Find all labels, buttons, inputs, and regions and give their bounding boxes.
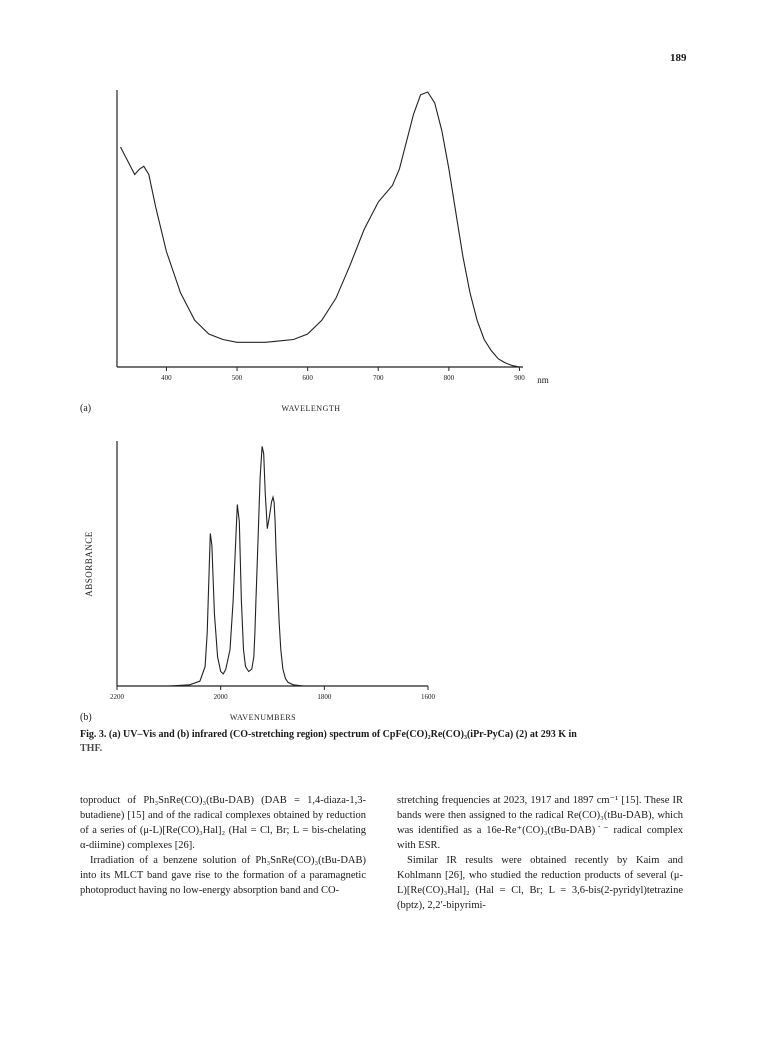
panel-label: (a) — [80, 403, 92, 414]
x-tick-label: 900 — [514, 374, 525, 382]
paragraph: Similar IR results were obtained recently by Kaim and Kohlmann [26], who studied the reduction products of several (μ-L)[Re(CO)₃Hal]₂ (Hal = Cl, Br; L = 3,6-bis(2-pyridyl)tetrazine (bptz), 2,2′-bipyrimi- — [397, 855, 683, 911]
uv-vis-spectrum-chart — [0, 80, 768, 415]
y-axis-label: ABSORBANCE — [84, 531, 94, 597]
paragraph: stretching frequencies at 2023, 1917 and 1897 cm⁻¹ [15]. These IR bands were then assigned to the radical Re(CO)₃(tBu-DAB), which was identified as a 16e-Re⁺(CO)₃(tBu-DAB)˙⁻ radical complex with ESR. — [397, 795, 683, 851]
absorbance-curve — [127, 446, 417, 686]
page-number: 189 — [670, 52, 687, 64]
absorbance-curve — [121, 92, 520, 367]
x-tick-label: 1800 — [317, 693, 332, 701]
left-text-column — [80, 793, 366, 898]
x-ticks — [161, 367, 525, 382]
x-tick-label: 800 — [443, 374, 455, 382]
x-axis-label: WAVENUMBERS — [229, 713, 297, 722]
ir-spectrum-chart — [0, 436, 768, 726]
x-tick-label: 400 — [161, 374, 172, 382]
x-tick-label: 2000 — [213, 693, 228, 701]
x-tick-label: 1600 — [421, 693, 435, 701]
figure-caption — [80, 728, 700, 756]
unit-label: nm — [537, 375, 549, 385]
x-tick-label: 500 — [231, 374, 243, 382]
panel-label: (b) — [80, 712, 92, 723]
x-tick-label: 600 — [302, 374, 313, 382]
caption-text: Fig. 3. (a) UV–Vis and (b) infrared (CO-stretching region) spectrum of CpFe(CO)₂Re(CO)₃(iPr-PyCa) (2) at 293 K in — [80, 729, 577, 740]
right-text-column — [397, 793, 683, 913]
x-ticks — [110, 686, 436, 701]
caption-continuation: THF. — [80, 743, 103, 754]
x-tick-label: 700 — [373, 374, 384, 382]
x-axis-label: WAVELENGTH — [281, 404, 341, 413]
paragraph: Irradiation of a benzene solution of Ph₃SnRe(CO)₃(tBu-DAB) into its MLCT band gave rise to the formation of a paramagnetic photoproduct having no low-energy absorption band and CO- — [80, 855, 366, 896]
x-tick-label: 2200 — [110, 693, 124, 701]
paragraph: toproduct of Ph₃SnRe(CO)₃(tBu-DAB) (DAB = 1,4-diaza-1,3-butadiene) [15] and of the radical complexes obtained by reduction of a series of (μ-L)[Re(CO)₃Hal]₂ (Hal = Cl, Br; L = bis-chelating α-diimine) complexes [26]. — [80, 795, 366, 851]
